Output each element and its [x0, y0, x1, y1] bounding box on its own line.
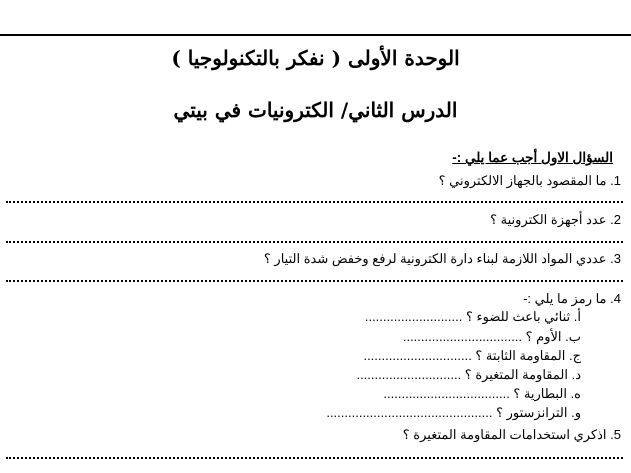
sub-item-text: الأوم ؟ ................................. [402, 329, 562, 344]
question-number: 2. [610, 212, 621, 227]
sub-item-letter: أ. [573, 309, 581, 324]
question-text: ما رمز ما يلي :- [523, 291, 607, 306]
sub-item-letter: د. [571, 367, 581, 382]
lesson-title: الدرس الثاني/ الكترونيات في بيتي [173, 98, 458, 122]
answer-line[interactable] [6, 201, 623, 203]
sub-item-f [326, 405, 581, 421]
sub-item-letter: ج. [568, 348, 581, 363]
sub-item-text: المقاومة الثابتة ؟ .............................. [363, 348, 566, 363]
question-5 [403, 427, 621, 443]
sub-item-d [356, 367, 581, 383]
question-text: عددي المواد اللازمة لبناء دارة الكترونية لرفع وخفض شدة التيار ؟ [263, 251, 607, 266]
answer-line[interactable] [6, 280, 623, 282]
question-4 [523, 291, 621, 307]
sub-item-letter: ب. [565, 329, 581, 344]
question-3 [264, 251, 621, 267]
question-text: ما المقصود بالجهاز الالكتروني ؟ [438, 173, 607, 188]
sub-item-letter: و. [571, 405, 581, 420]
sub-item-e [383, 386, 581, 402]
question-text: عدد أجهزة الكترونية ؟ [490, 212, 607, 227]
sub-item-text: ثنائي باعث للضوء ؟ ........................... [364, 309, 571, 324]
unit-title: الوحدة الأولى ( نفكر بالتكنولوجيا ) [171, 46, 460, 70]
question-heading: السؤال الاول أجب عما يلي :- [452, 150, 613, 165]
question-number: 4. [610, 291, 621, 306]
question-1 [439, 173, 621, 189]
sub-item-text: الترانزستور ؟ .............................................. [326, 405, 568, 420]
sub-item-a [365, 309, 581, 325]
question-2 [490, 212, 621, 228]
sub-item-letter: ه. [570, 386, 581, 401]
question-number: 1. [610, 173, 621, 188]
answer-line[interactable] [6, 457, 623, 459]
sub-item-text: البطارية ؟ ................................... [383, 386, 567, 401]
sub-item-text: المقاومة المتغيرة ؟ ............................. [356, 367, 568, 382]
answer-line[interactable] [6, 241, 623, 243]
question-number: 3. [610, 251, 621, 266]
question-number: 5. [610, 427, 621, 442]
sub-item-c [363, 348, 581, 364]
top-rule [0, 34, 631, 36]
question-text: اذكري استخدامات المقاومة المتغيرة ؟ [402, 427, 607, 442]
sub-item-b [403, 329, 581, 345]
